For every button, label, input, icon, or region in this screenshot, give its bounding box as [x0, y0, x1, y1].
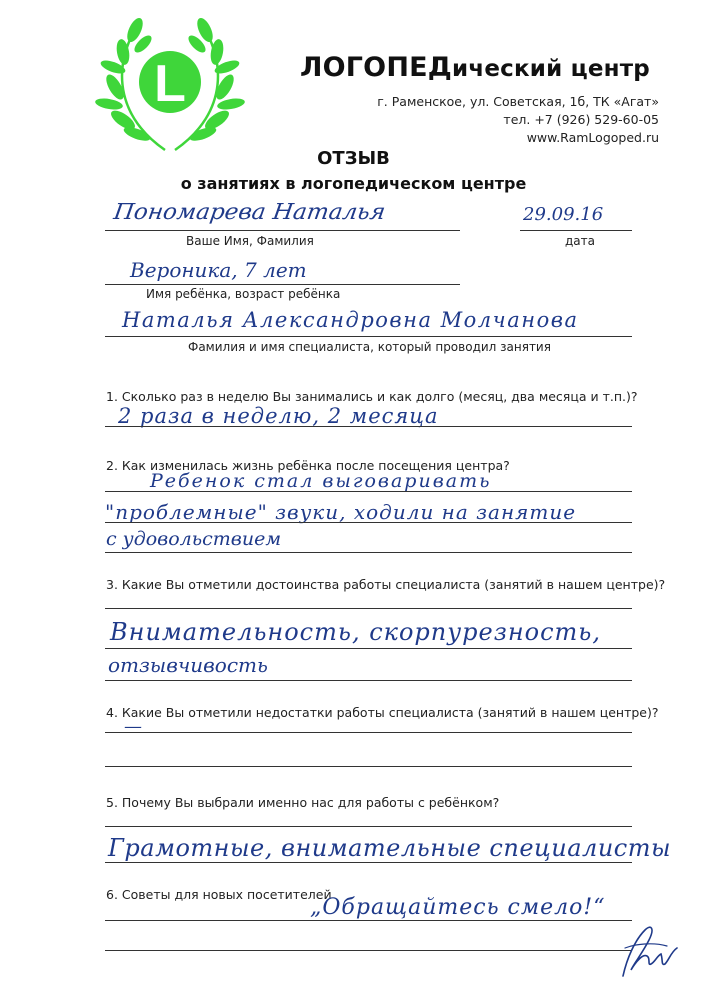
date-value: 29.09.16 [523, 204, 604, 225]
answer-4-rule-2 [105, 766, 632, 767]
answer-2-line-2: "проблемные" звуки, ходили на занятие [105, 500, 577, 524]
logo-letter: L [154, 55, 186, 113]
answer-3-rule-2 [105, 648, 632, 649]
name-line [105, 230, 460, 231]
answer-6-rule-2 [105, 950, 632, 951]
answer-5-rule-2 [105, 862, 632, 863]
child-line [105, 284, 460, 285]
answer-3-line-1: Внимательность, скорпурезность, [110, 618, 601, 646]
answer-4-line-1: — [124, 716, 142, 737]
address: г. Раменское, ул. Советская, 1б, ТК «Агат» [377, 94, 659, 109]
question-2: 2. Как изменилась жизнь ребёнка после посещения центра? [106, 458, 510, 473]
date-line [520, 230, 632, 231]
question-4: 4. Какие Вы отметили недостатки работы специалиста (занятий в нашем центре)? [106, 705, 659, 720]
question-3: 3. Какие Вы отметили достоинства работы специалиста (занятий в нашем центре)? [106, 577, 666, 592]
name-value: Пономарева Наталья [112, 200, 387, 225]
child-label: Имя ребёнка, возраст ребёнка [146, 287, 341, 301]
answer-6-line-1: „Обращайтесь смело!“ [310, 895, 606, 920]
answer-4-rule-1 [105, 732, 632, 733]
answer-1-rule-1 [105, 426, 632, 427]
answer-2-rule-1 [105, 491, 632, 492]
answer-6-rule-1 [105, 920, 632, 921]
answer-5-rule-1 [105, 826, 632, 827]
answer-3-line-2: отзывчивость [108, 653, 268, 677]
answer-1-line-1: 2 раза в неделю, 2 месяца [118, 404, 439, 428]
specialist-label: Фамилия и имя специалиста, который проводил занятия [188, 340, 551, 354]
answer-2-line-1: Ребенок стал выговаривать [150, 470, 492, 492]
question-6: 6. Советы для новых посетителей [106, 887, 332, 902]
phone: тел. +7 (926) 529-60-05 [503, 112, 659, 127]
answer-2-rule-3 [105, 552, 632, 553]
date-label: дата [565, 234, 595, 248]
signature-icon [605, 918, 685, 980]
website: www.RamLogoped.ru [526, 130, 659, 145]
answer-3-rule-1 [105, 608, 632, 609]
specialist-value: Наталья Александровна Молчанова [122, 308, 579, 332]
child-value: Вероника, 7 лет [130, 258, 307, 282]
answer-2-rule-2 [105, 522, 632, 523]
answer-2-line-3: с удовольствием [106, 528, 282, 550]
form-title: ОТЗЫВ [317, 148, 390, 169]
answer-3-rule-3 [105, 680, 632, 681]
brand-title [300, 52, 650, 83]
answer-5-line-1: Грамотные, внимательные специалисты [108, 834, 672, 862]
specialist-line [105, 336, 632, 337]
brand-main: ЛОГОПЕД [300, 52, 453, 83]
brand-rest: ический центр [452, 56, 650, 82]
question-1: 1. Сколько раз в неделю Вы занимались и как долго (месяц, два месяца и т.п.)? [106, 389, 638, 404]
name-label: Ваше Имя, Фамилия [186, 234, 314, 248]
question-5: 5. Почему Вы выбрали именно нас для работы с ребёнком? [106, 795, 500, 810]
form-subtitle: о занятиях в логопедическом центре [180, 174, 527, 193]
logo-laurel-icon [95, 12, 245, 162]
